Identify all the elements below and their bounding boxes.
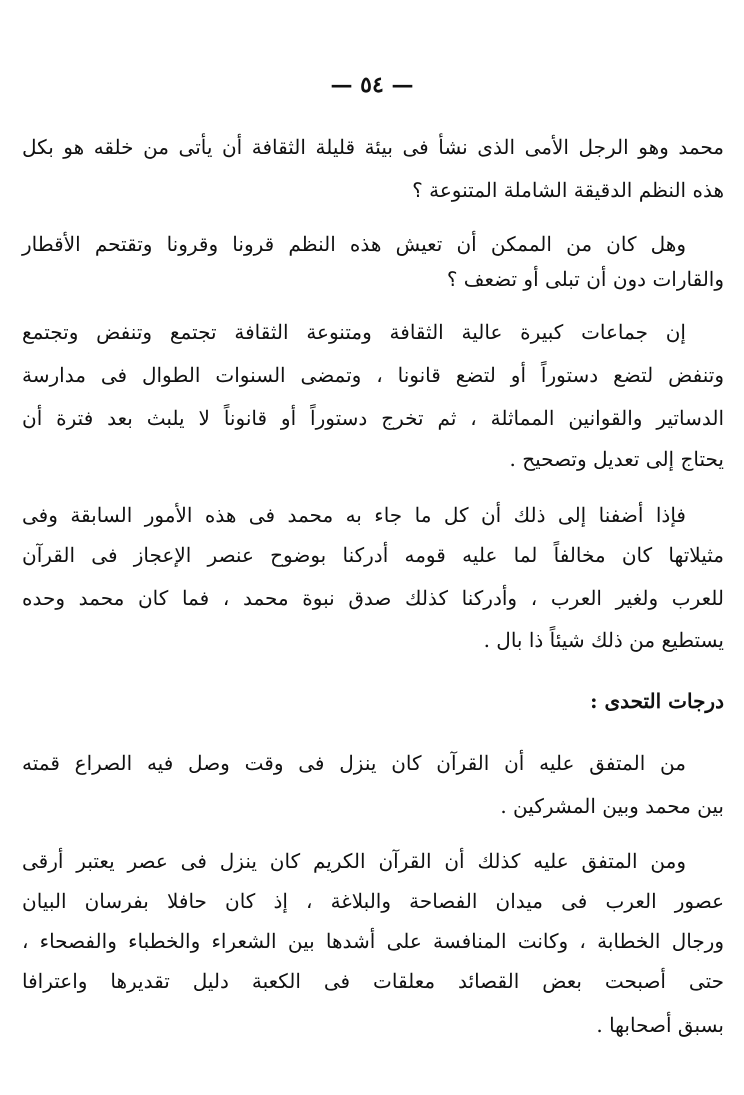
section-heading: درجات التحدى :: [590, 689, 724, 713]
page-number: — ٥٤ —: [330, 72, 414, 98]
text-line: من المتفق عليه أن القرآن كان ينزل فى وقت وصل فيه الصراع قمته: [22, 751, 686, 775]
text-line: فإذا أضفنا إلى ذلك أن كل ما جاء به محمد فى هذه الأمور السابقة وفى: [22, 503, 686, 527]
text-line: والقارات دون أن تبلى أو تضعف ؟: [446, 267, 724, 291]
text-line: بسبق أصحابها .: [596, 1013, 724, 1037]
text-line: مثيلاتها كان مخالفاً لما عليه قومه أدركنا بوضوح عنصر الإعجاز فى القرآن: [22, 543, 724, 567]
text-line: يحتاج إلى تعديل وتصحيح .: [509, 447, 724, 471]
text-line: هذه النظم الدقيقة الشاملة المتنوعة ؟: [412, 178, 724, 202]
text-line: بين محمد وبين المشركين .: [500, 794, 724, 818]
text-line: للعرب ولغير العرب ، وأدركنا كذلك صدق نبوة محمد ، فما كان محمد وحده: [22, 586, 724, 610]
text-line: إن جماعات كبيرة عالية الثقافة ومتنوعة الثقافة تجتمع وتنفض وتجتمع: [22, 320, 686, 344]
text-line: الدساتير والقوانين المماثلة ، ثم تخرج دستوراً أو قانوناً لا يلبث بعد فترة أن: [22, 406, 724, 430]
text-line: حتى أصبحت بعض القصائد معلقات فى الكعبة دليل تقديرها واعترافا: [22, 969, 724, 993]
text-line: ورجال الخطابة ، وكانت المنافسة على أشدها بين الشعراء والخطباء والفصحاء ،: [22, 929, 724, 953]
text-line: يستطيع من ذلك شيئاً ذا بال .: [483, 628, 724, 652]
text-line: وهل كان من الممكن أن تعيش هذه النظم قرونا وقرونا وتقتحم الأقطار: [22, 232, 686, 256]
text-line: محمد وهو الرجل الأمى الذى نشأ فى بيئة قليلة الثقافة أن يأتى من خلقه هو بكل: [22, 135, 724, 159]
text-line: ومن المتفق عليه كذلك أن القرآن الكريم كان ينزل فى عصر يعتبر أرقى: [22, 849, 686, 873]
text-line: وتنفض لتضع دستوراً أو لتضع قانونا ، وتمضى السنوات الطوال فى مدارسة: [22, 363, 724, 387]
text-line: عصور العرب فى ميدان الفصاحة والبلاغة ، إذ كان حافلا بفرسان البيان: [22, 889, 724, 913]
